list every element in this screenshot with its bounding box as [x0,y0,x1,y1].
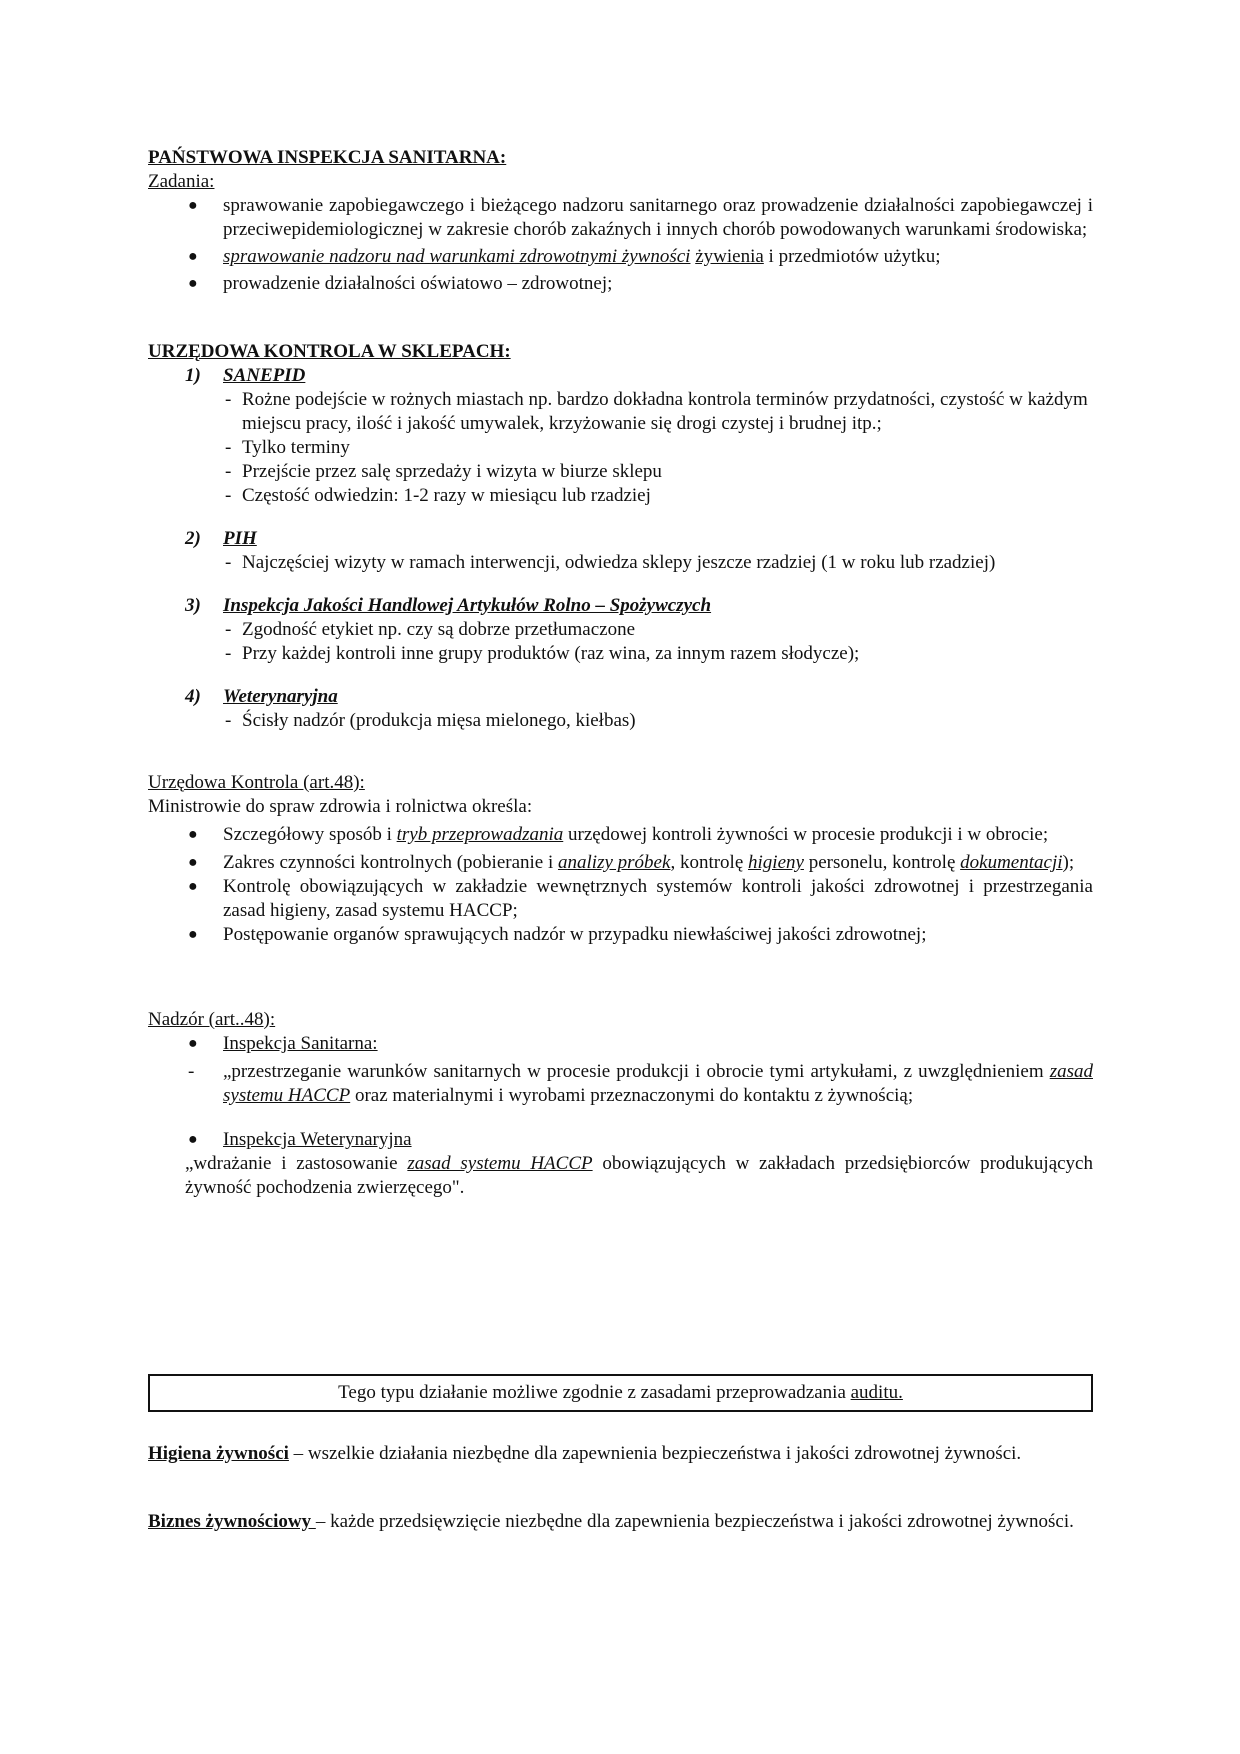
list-item-text: Postępowanie organów sprawujących nadzór w przypadku niewłaściwej jakości zdrowotnej; [223,924,927,945]
dash-item-text: Przy każdej kontroli inne grupy produktów (raz wina, za innym razem słodycze); [242,643,860,664]
bullet-icon: ● [188,275,198,292]
boxed-note: Tego typu działanie możliwe zgodnie z zasadami przeprowadzania auditu. [148,1374,1093,1412]
dash-item-text: Ścisły nadzór (produkcja mięsa mielonego, kiełbas) [242,710,636,731]
list-item-text: żywienia [695,246,764,267]
emphasis-text: dokumentacji [960,852,1063,873]
list-item [148,875,1093,923]
emphasis-text: tryb przeprowadzania [396,824,564,845]
list-item [148,245,1093,269]
section-title: PAŃSTWOWA INSPEKCJA SANITARNA: [148,147,507,168]
list-item-text: Kontrolę obowiązujących w zakładzie wewnętrznych systemów kontroli jakości zdrowotnej i przestrzegania zasad higieny, zasad systemu HACCP; [223,876,1093,921]
section-store-control [148,340,1093,733]
dash-item-text: Przejście przez salę sprzedaży i wizyta w biurze sklepu [242,461,662,482]
bullet-icon: ● [188,826,198,843]
quote-text: „wdrażanie i zastosowanie zasad systemu HACCP obowiązujących w zakładach przedsiębiorców produkujących żywność pochodzenia zwierzęcego". [185,1153,1093,1198]
dash-item-text: Zgodność etykiet np. czy są dobrze przetłumaczone [242,619,636,640]
list-item-text: i przedmiotów użytku; [763,246,941,267]
heading-text: PIH [223,528,257,549]
emphasis-text: zasad systemu HACCP [407,1153,593,1174]
list-item [148,194,1093,242]
list-item [148,1128,1093,1152]
section-official-control [148,771,1093,947]
bullet-icon: ● [188,1131,198,1148]
bullet-icon: ● [188,248,198,265]
numbered-heading [148,594,1093,618]
numbered-heading [148,685,1093,709]
dash-item: - Rożne podejście w rożnych miastach np. bardzo dokładna kontrola terminów przydatności, czystość w każdym miejscu pracy, ilość i jakość umywalek, krzyżowanie się drogi czystej i brudnej itp.; [225,389,1088,434]
list-item-text: sprawowanie zapobiegawczego i bieżącego nadzoru sanitarnego oraz prowadzenie działalności zapobiegawczej i przeciwepidemiologicznej w zakresie chorób zakaźnych i innych chorób powodowanych warunkami środowiska; [223,195,1093,240]
dash-item: - Ścisły nadzór (produkcja mięsa mielonego, kiełbas) [225,710,636,731]
list-item-text: sprawowanie nadzoru nad warunkami zdrowotnymi żywności [223,246,691,267]
section-title: URZĘDOWA KONTROLA W SKLEPACH: [148,341,511,362]
list-item: ● Zakres czynności kontrolnych (pobieranie i analizy próbek, kontrolę higieny personelu, kontrolę dokumentacji); [188,852,1075,873]
list-item-text: prowadzenie działalności oświatowo – zdrowotnej; [223,273,613,294]
heading-text: SANEPID [223,365,306,386]
numbered-heading [148,364,1093,388]
dash-item: - Przy każdej kontroli inne grupy produktów (raz wina, za innym razem słodycze); [225,643,860,664]
section-title: Urzędowa Kontrola (art.48): [148,772,365,793]
list-number: 1) [185,365,201,386]
dash-item: - Przejście przez salę sprzedaży i wizyta w biurze sklepu [225,461,662,482]
section-subtitle: Zadania: [148,171,215,192]
emphasis-text: auditu. [850,1382,903,1403]
definition-food-business: Biznes żywnościowy – każde przedsięwzięcie niezbędne dla zapewnienia bezpieczeństwa i jakości zdrowotnej żywności. [148,1511,1074,1532]
dash-item: - Tylko terminy [225,437,350,458]
dash-item-text: Częstość odwiedzin: 1-2 razy w miesiącu lub rzadziej [242,485,651,506]
list-item [148,1032,1093,1056]
definition-term: Higiena żywności [148,1443,289,1464]
emphasis-text: higieny [748,852,804,873]
definition-food-hygiene: Higiena żywności – wszelkie działania niezbędne dla zapewnienia bezpieczeństwa i jakości zdrowotnej żywności. [148,1443,1022,1464]
list-number: 2) [185,528,201,549]
section-supervision [148,1008,1093,1200]
section-sanitary-inspection [148,146,1093,296]
dash-item-text: Najczęściej wizyty w ramach interwencji, odwiedza sklepy jeszcze rzadziej (1 w roku lub rzadziej) [242,552,996,573]
list-number: 3) [185,595,201,616]
bullet-icon: ● [188,878,198,895]
dash-item-text: Tylko terminy [242,437,350,458]
heading-text: Inspekcja Jakości Handlowej Artykułów Rolno – Spożywczych [223,595,712,616]
definition-term: Biznes żywnościowy [148,1511,316,1532]
numbered-heading [148,527,1093,551]
heading-text: Weterynaryjna [223,686,338,707]
bullet-icon: ● [188,197,198,214]
list-item [148,923,1093,947]
list-item-text: Inspekcja Weterynaryjna [223,1129,412,1150]
section-title: Nadzór (art..48): [148,1009,276,1030]
dash-quote: - „przestrzeganie warunków sanitarnych w procesie produkcji i obrocie tymi artykułami, z uwzględnieniem zasad systemu HACCP oraz materialnymi i wyrobami przeznaczonymi do kontaktu z żywnością; [188,1061,1093,1106]
dash-item: - Zgodność etykiet np. czy są dobrze przetłumaczone [225,619,636,640]
list-item [148,272,1093,296]
dash-item: - Najczęściej wizyty w ramach interwencji, odwiedza sklepy jeszcze rzadziej (1 w roku lub rzadziej) [225,552,996,573]
bullet-icon: ● [188,926,198,943]
list-item: ● Szczegółowy sposób i tryb przeprowadzania urzędowej kontroli żywności w procesie produkcji i w obrocie; [188,824,1049,845]
list-item-text: Inspekcja Sanitarna: [223,1033,378,1054]
dash-item-text: Rożne podejście w rożnych miastach np. bardzo dokładna kontrola terminów przydatności, czystość w każdym miejscu pracy, ilość i jakość umywalek, krzyżowanie się drogi czystej i brudnej itp.; [242,389,1088,434]
list-number: 4) [185,686,201,707]
bullet-icon: ● [188,854,198,871]
dash-item: - Częstość odwiedzin: 1-2 razy w miesiącu lub rzadziej [225,485,651,506]
section-intro: Ministrowie do spraw zdrowia i rolnictwa określa: [148,796,533,817]
emphasis-text: analizy próbek [558,852,671,873]
emphasis-text: zasad systemu HACCP [223,1061,1093,1106]
bullet-icon: ● [188,1035,198,1052]
